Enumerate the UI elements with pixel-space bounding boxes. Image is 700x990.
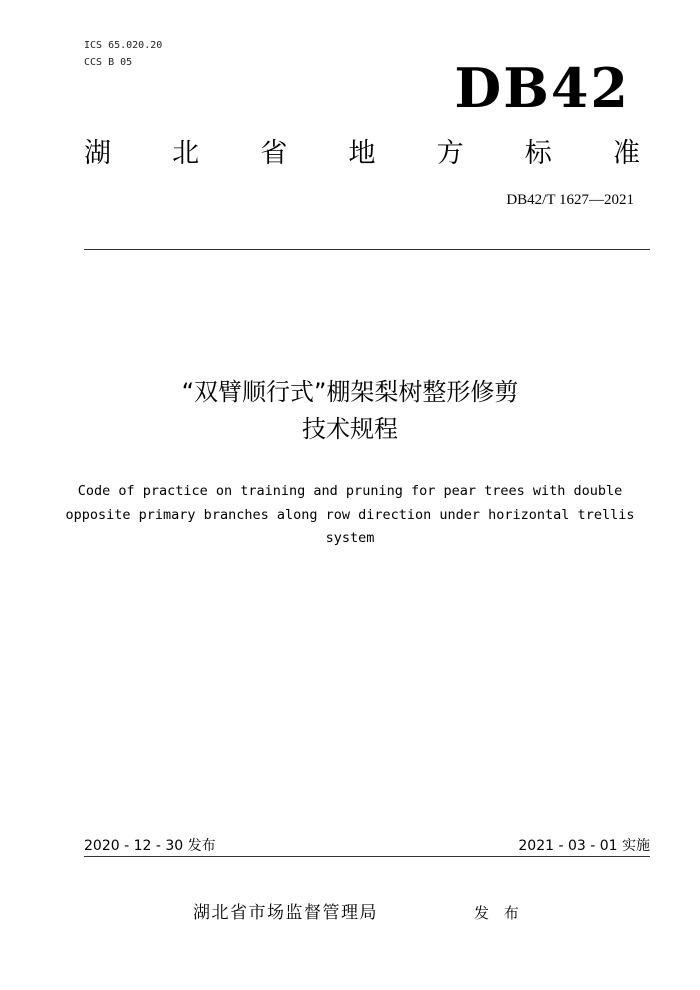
implementation-date: 2021 - 03 - 01 实施 <box>518 838 650 854</box>
top-divider <box>84 249 650 250</box>
english-title-line-3: system <box>325 530 375 546</box>
ccs-code: CCS B 05 <box>84 57 133 68</box>
standard-logo: DB42 <box>454 56 630 120</box>
issue-date: 2020 - 12 - 30 发布 <box>84 838 216 854</box>
publish-label: 发 布 <box>474 904 524 922</box>
standard-type-char: 湖 <box>84 138 111 169</box>
standard-type-char: 标 <box>524 138 552 169</box>
standard-type-char: 北 <box>172 138 200 169</box>
ics-code: ICS 65.020.20 <box>84 40 163 51</box>
standard-type-char: 省 <box>260 138 288 169</box>
standard-number: DB42/T 1627—2021 <box>506 192 634 208</box>
document-title <box>0 374 700 448</box>
title-line-2: 技术规程 <box>302 415 398 443</box>
classification-codes <box>84 37 162 71</box>
standard-type-heading <box>84 136 640 172</box>
title-line-1: “双臂顺行式”棚架梨树整形修剪 <box>181 378 519 406</box>
standard-type-char: 地 <box>348 138 376 169</box>
publisher-name: 湖北省市场监督管理局 <box>193 903 378 923</box>
english-title-line-2: opposite primary branches along row direction under horizontal trellis <box>65 506 635 523</box>
bottom-divider <box>84 856 650 857</box>
standard-type-char: 准 <box>612 138 640 169</box>
english-title <box>0 480 700 551</box>
english-title-line-1: Code of practice on training and pruning for pear trees with double <box>77 483 623 499</box>
standard-type-char: 方 <box>436 138 464 169</box>
